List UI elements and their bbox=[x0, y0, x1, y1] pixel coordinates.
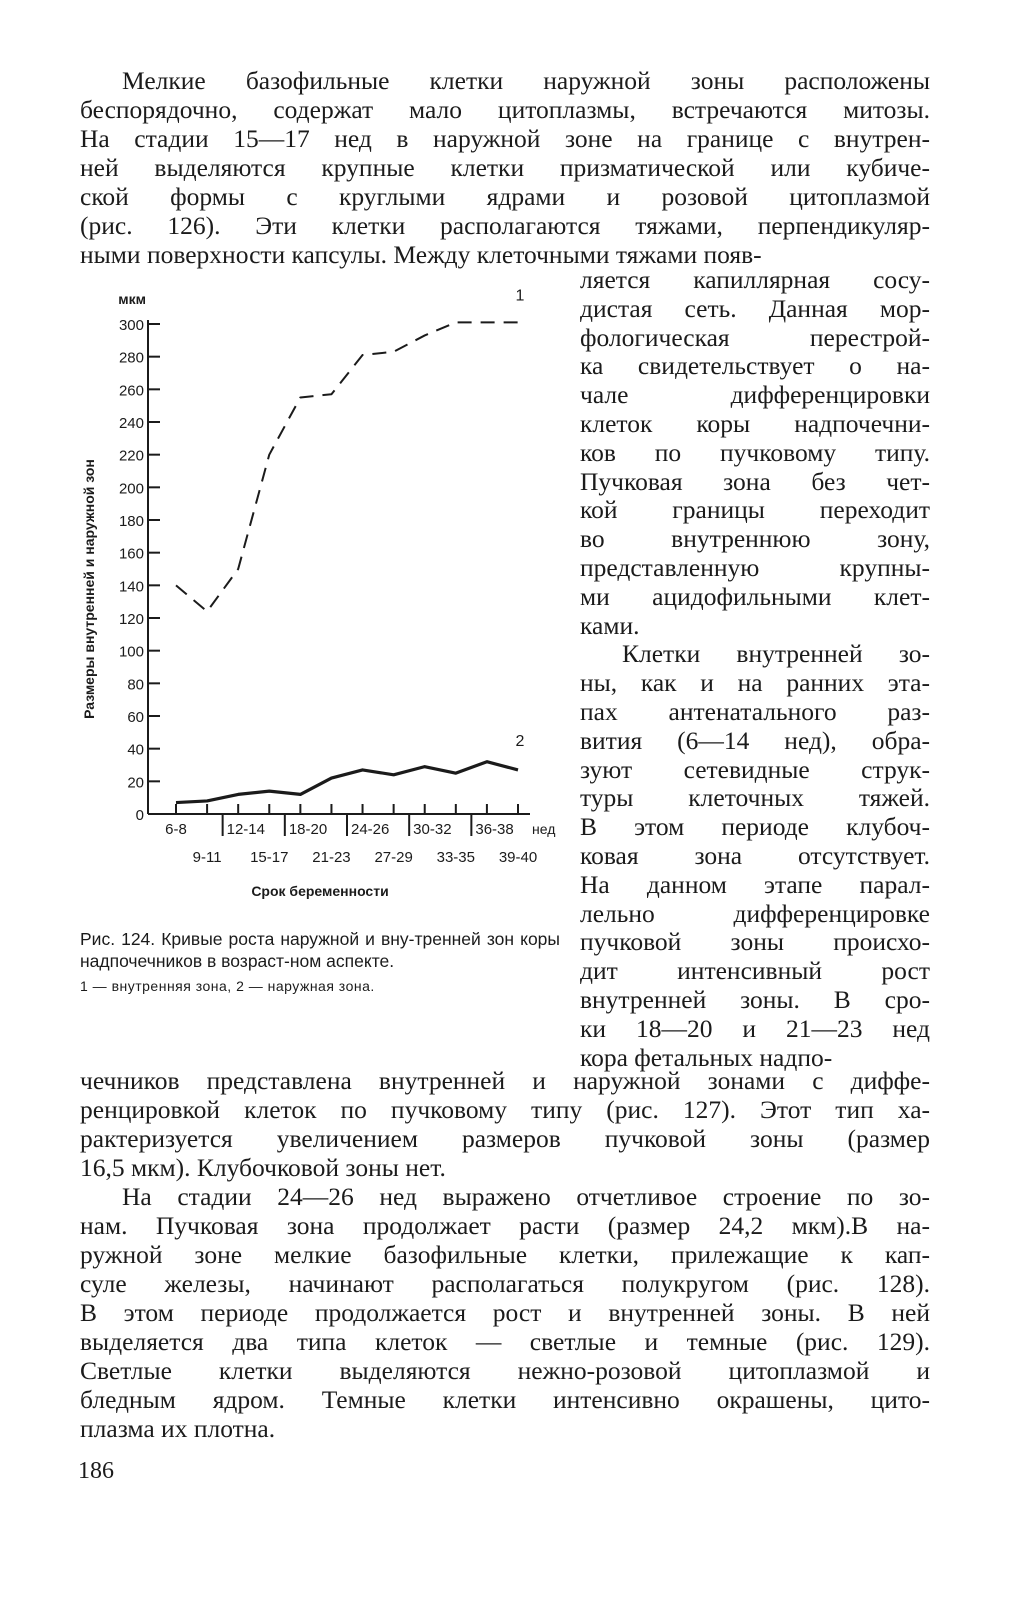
x-tick-label-upper: 24-26 bbox=[351, 821, 390, 838]
text-bottom-line: плазма их плотна. bbox=[80, 1414, 276, 1443]
x-tick-label-lower: 15-17 bbox=[250, 849, 289, 866]
text-top-line: На стадии 15—17 нед в наружной зоне на границе с внутрен- bbox=[80, 124, 930, 153]
text-column-line: туры клеточных тяжей. bbox=[580, 783, 930, 813]
x-tick-label-lower: 33-35 bbox=[436, 849, 476, 866]
y-unit-label: мкм bbox=[118, 291, 146, 307]
text-bottom-line: суле железы, начинают располагаться полукругом (рис. 128). bbox=[80, 1269, 930, 1298]
y-tick-label: 200 bbox=[118, 480, 144, 498]
x-tick-label-lower: 21-23 bbox=[312, 849, 351, 866]
text-column-line: кора фетальных надпо- bbox=[580, 1042, 833, 1072]
y-tick-label: 240 bbox=[118, 415, 144, 432]
text-bottom-line: ружной зоне мелкие базофильные клетки, прилежащие к кап- bbox=[80, 1240, 930, 1269]
text-column-line: вития (6—14 нед), обра- bbox=[580, 725, 930, 755]
y-tick-label: 180 bbox=[118, 513, 144, 530]
y-tick-label: 60 bbox=[127, 709, 144, 726]
x-tick-label-upper: 12-14 bbox=[226, 821, 266, 838]
text-column-line: пах антенатального раз- bbox=[580, 696, 930, 726]
text-column-line: дистая сеть. Данная мор- bbox=[580, 293, 930, 323]
text-column-line: На данном этапе парал- bbox=[580, 869, 930, 899]
text-column-line: ки 18—20 и 21—23 нед bbox=[580, 1013, 930, 1043]
text-top-line: ней выделяются крупные клетки призматической или кубиче- bbox=[80, 153, 930, 182]
text-bottom-line: рактеризуется увеличением размеров пучковой зоны (размер bbox=[80, 1124, 930, 1153]
text-bottom-line: В этом периоде продолжается рост и внутренней зоны. В ней bbox=[80, 1298, 930, 1327]
growth-chart bbox=[60, 282, 570, 922]
caption-legend: 1 — внутренняя зона, 2 — наружная зона. bbox=[80, 978, 375, 994]
y-tick-label: 300 bbox=[118, 317, 144, 334]
x-tick-label-upper: 30-32 bbox=[413, 821, 452, 838]
text-bottom-line: ренцировкой клеток по пучковому типу (рис. 127). Этот тип ха- bbox=[80, 1095, 930, 1124]
series-2-label: 2 bbox=[515, 732, 525, 750]
y-tick-label: 40 bbox=[127, 741, 144, 759]
text-top-line: беспорядочно, содержат мало цитоплазмы, встречаются митозы. bbox=[80, 95, 930, 124]
text-column-line: ны, как и на ранних эта- bbox=[580, 668, 930, 698]
text-column-line: В этом периоде клубоч- bbox=[580, 812, 930, 842]
text-column-line: пучковой зоны происхо- bbox=[580, 927, 930, 957]
text-bottom-line: Светлые клетки выделяются нежно-розовой цитоплазмой и bbox=[80, 1356, 930, 1385]
x-unit-label: нед bbox=[532, 821, 556, 837]
y-tick-label: 160 bbox=[118, 545, 144, 563]
text-bottom bbox=[80, 1066, 930, 1443]
text-column-line: ками. bbox=[580, 610, 640, 640]
text-column-line: Клетки внутренней зо- bbox=[622, 639, 930, 669]
text-bottom-line: бледным ядром. Темные клетки интенсивно окрашены, цито- bbox=[80, 1385, 930, 1414]
text-column-line: зуют сетевидные струк- bbox=[580, 754, 930, 784]
x-tick-label-upper: 18-20 bbox=[288, 821, 328, 838]
page-number: 186 bbox=[78, 1458, 114, 1484]
text-column-line: внутренней зоны. В сро- bbox=[580, 984, 930, 1014]
growth-chart-svg bbox=[60, 282, 570, 922]
y-tick-label: 20 bbox=[127, 774, 144, 792]
x-axis-title: Срок беременности bbox=[251, 883, 389, 899]
text-column-line: представленную крупны- bbox=[580, 552, 930, 582]
text-column-line: во внутреннюю зону, bbox=[580, 524, 930, 554]
caption-main: Рис. 124. Кривые роста наружной и вну-тренней зон коры надпочечников в возраст-ном аспекте. bbox=[80, 929, 560, 971]
text-column-line: ка свидетельствует о на- bbox=[580, 351, 930, 381]
text-bottom-line: нам. Пучковая зона продолжает расти (размер 24,2 мкм).В на- bbox=[80, 1211, 930, 1240]
text-top bbox=[80, 66, 930, 269]
text-bottom-line: 16,5 мкм). Клубочковой зоны нет. bbox=[80, 1153, 446, 1182]
text-top-line: ными поверхности капсулы. Между клеточными тяжами появ- bbox=[80, 240, 762, 269]
text-column-line: дит интенсивный рост bbox=[580, 956, 930, 986]
text-column-line: чале дифференцировки bbox=[580, 380, 930, 410]
y-tick-label: 280 bbox=[118, 349, 144, 367]
text-bottom-line: чечников представлена внутренней и наружной зонами с диффе- bbox=[80, 1066, 930, 1095]
y-tick-label: 80 bbox=[127, 676, 144, 694]
y-tick-label: 0 bbox=[135, 807, 144, 824]
text-column-line: фологическая перестрой- bbox=[580, 322, 930, 352]
text-column-line: Пучковая зона без чет- bbox=[580, 466, 930, 496]
y-tick-label: 140 bbox=[118, 578, 144, 596]
text-top-line: ской формы с круглыми ядрами и розовой цитоплазмой bbox=[80, 182, 930, 211]
y-axis-title: Размеры внутренней и наружной зон bbox=[81, 459, 97, 719]
y-tick-label: 220 bbox=[118, 447, 144, 465]
text-column-line: кой границы переходит bbox=[580, 495, 930, 525]
series-1-label: 1 bbox=[515, 287, 525, 305]
series-1-line bbox=[176, 322, 518, 611]
y-tick-label: 120 bbox=[118, 611, 144, 628]
text-column-line: лельно дифференцировке bbox=[580, 898, 930, 928]
text-column-line: ляется капиллярная сосу- bbox=[580, 265, 930, 294]
text-bottom-line: выделяется два типа клеток — светлые и темные (рис. 129). bbox=[80, 1327, 930, 1356]
y-tick-label: 100 bbox=[118, 643, 144, 661]
x-tick-label-lower: 9-11 bbox=[192, 849, 222, 866]
series-2-line bbox=[176, 762, 518, 803]
x-tick-label-upper: 36-38 bbox=[475, 821, 514, 838]
y-tick-label: 260 bbox=[118, 382, 144, 400]
text-column bbox=[580, 266, 930, 1072]
text-bottom-line: На стадии 24—26 нед выражено отчетливое строение по зо- bbox=[122, 1182, 930, 1211]
text-top-line: Мелкие базофильные клетки наружной зоны расположены bbox=[122, 66, 930, 95]
x-tick-label-upper: 6-8 bbox=[165, 821, 187, 838]
x-tick-label-lower: 27-29 bbox=[374, 849, 413, 866]
figure-caption bbox=[80, 928, 560, 997]
text-column-line: ков по пучковому типу. bbox=[580, 437, 930, 467]
x-tick-label-lower: 39-40 bbox=[498, 849, 538, 866]
text-top-line: (рис. 126). Эти клетки располагаются тяжами, перпендикуляр- bbox=[80, 211, 930, 240]
text-column-line: ми ацидофильными клет- bbox=[580, 581, 930, 611]
text-column-line: клеток коры надпочечни- bbox=[580, 408, 930, 438]
text-column-line: ковая зона отсутствует. bbox=[580, 840, 930, 870]
